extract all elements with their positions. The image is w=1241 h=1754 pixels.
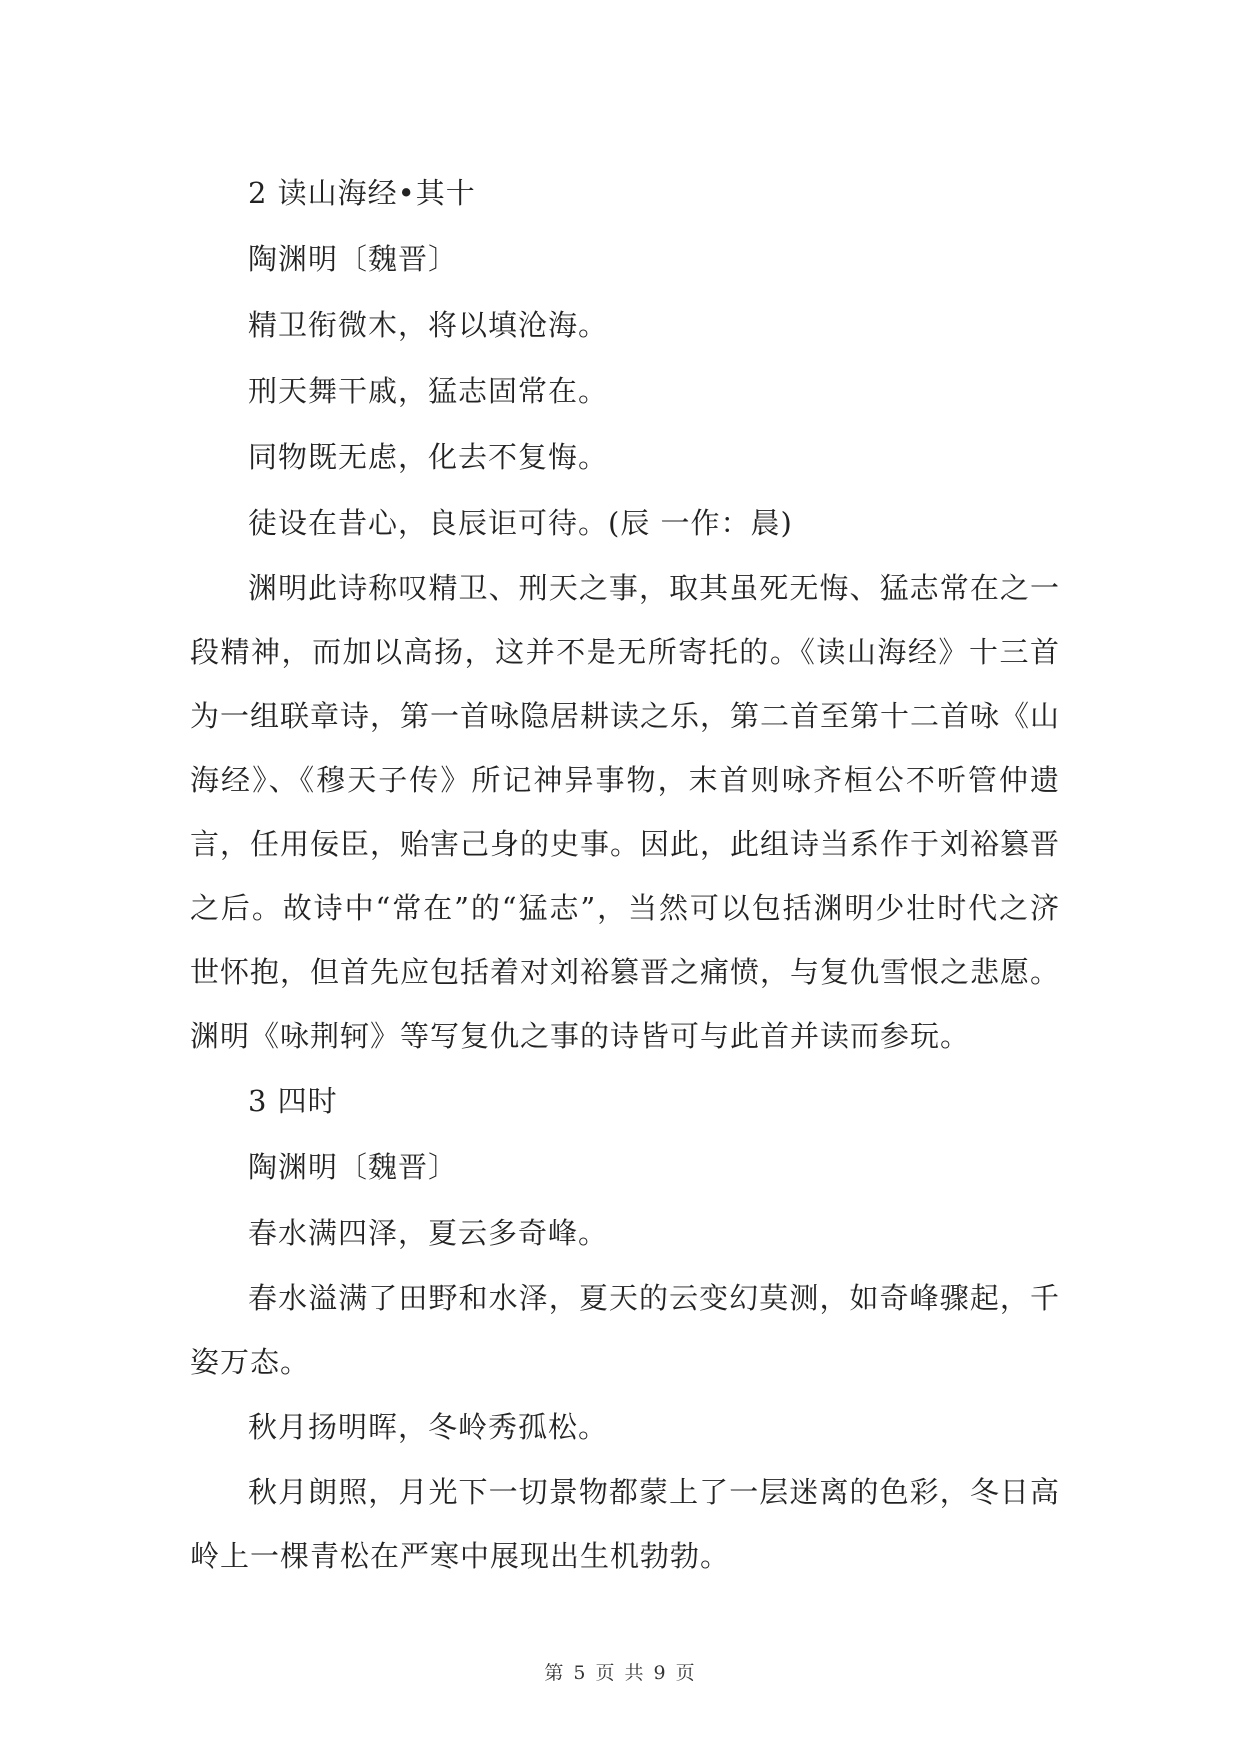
section-title: 3 四时 (248, 1084, 338, 1118)
section-title: 2 读山海经•其十 (248, 176, 476, 210)
poem-author: 陶渊明〔魏晋〕 (248, 1150, 459, 1184)
translation-paragraph: 秋月朗照，月光下一切景物都蒙上了一层迷离的色彩，冬日高岭上一棵青松在严寒中展现出生机勃勃。 (190, 1475, 1060, 1573)
translation-paragraph: 春水溢满了田野和水泽，夏天的云变幻莫测，如奇峰骤起，千姿万态。 (190, 1281, 1060, 1379)
poem-line: 春水满四泽，夏云多奇峰。 (248, 1216, 609, 1250)
page-number-footer: 第 5 页 共 9 页 (544, 1662, 697, 1684)
document-body (190, 160, 1060, 1588)
poem-author: 陶渊明〔魏晋〕 (248, 242, 459, 276)
poem-line: 同物既无虑，化去不复悔。 (248, 440, 609, 474)
commentary-paragraph: 渊明此诗称叹精卫、刑天之事，取其虽死无悔、猛志常在之一段精神，而加以高扬，这并不是无所寄托的。《读山海经》十三首为一组联章诗，第一首咏隐居耕读之乐，第二首至第十二首咏《山海经》、《穆天子传》所记神异事物，末首则咏齐桓公不听管仲遗言，任用佞臣，贻害己身的史事。因此，此组诗当系作于刘裕篡晋之后。故诗中“常在”的“猛志”，当然可以包括渊明少壮时代之济世怀抱，但首先应包括着对刘裕篡晋之痛愤，与复仇雪恨之悲愿。渊明《咏荆轲》等写复仇之事的诗皆可与此首并读而参玩。 (190, 571, 1061, 1053)
poem-line: 精卫衔微木，将以填沧海。 (248, 308, 609, 342)
poem-line: 刑天舞干戚，猛志固常在。 (248, 374, 609, 408)
poem-line: 秋月扬明晖，冬岭秀孤松。 (248, 1410, 609, 1444)
poem-line: 徒设在昔心，良辰讵可待。(辰 一作：晨) (248, 506, 793, 540)
